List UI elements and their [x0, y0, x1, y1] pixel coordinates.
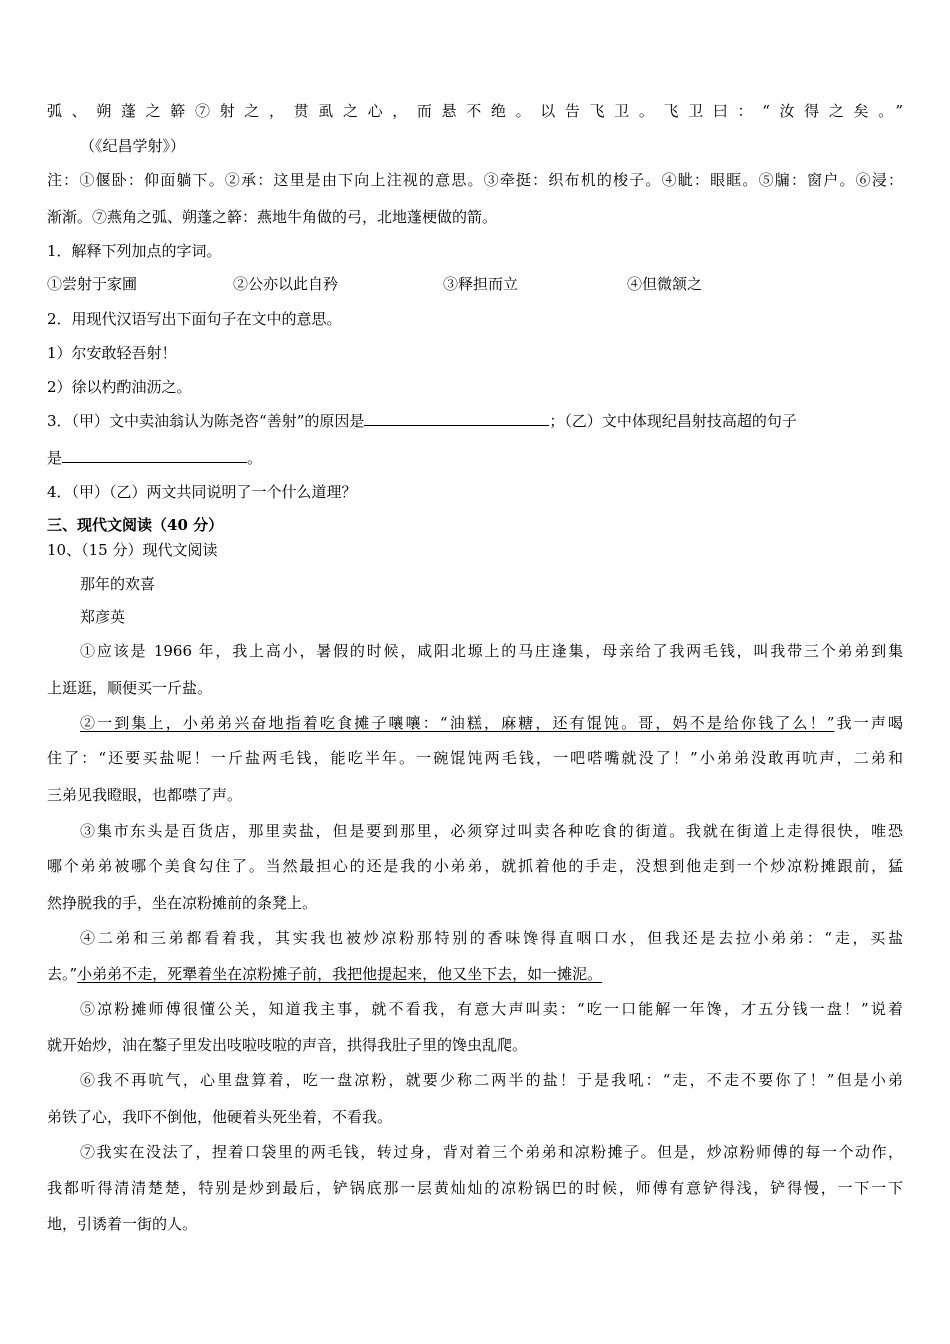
question-3-line-2: [47, 447, 262, 468]
section-heading: 三、现代文阅读（40 分）: [47, 516, 224, 534]
q1-item-3: ③释担而立: [443, 275, 519, 293]
paragraph-5-line-1: ⑤凉粉摊师傅很懂公关，知道我主事，就不看我，有意大声叫卖：“吃一口能解一年馋，才五分钱一盘！”说着: [80, 1000, 903, 1018]
p4-lead: 去。”: [47, 965, 78, 983]
paragraph-1-line-1: ①应该是 1966 年，我上高小，暑假的时候，咸阳北塬上的马庄逢集，母亲给了我两毛钱，叫我带三个弟弟到集: [80, 642, 903, 660]
annotation-line-1: 注：①偃卧：仰面躺下。②承：这里是由下向上注视的意思。③牵挺：织布机的梭子。④眦：眼眶。⑤牖：窗户。⑥浸：: [47, 171, 903, 189]
article-author: 郑彦英: [80, 608, 126, 626]
p2-rest: 我一声喝: [834, 714, 903, 732]
paragraph-7-line-2: 我都听得清清楚楚，特别是炒到最后，铲锅底那一层黄灿灿的凉粉锅巴的时候，师傅有意铲得浅，铲得慢，一下一下: [47, 1179, 903, 1197]
question-4: 4．（甲）（乙）两文共同说明了一个什么道理？: [47, 483, 357, 501]
q1-item-1: ①尝射于家圃: [47, 275, 138, 293]
paragraph-7-line-3: 地，引诱着一街的人。: [47, 1215, 198, 1233]
paragraph-2-line-1: [80, 713, 903, 733]
paragraph-6-line-2: 弟铁了心，我吓不倒他，他硬着头死坐着，不看我。: [47, 1108, 393, 1126]
paragraph-4-line-2: [47, 964, 602, 984]
annotation-line-2: 渐渐。⑦燕角之弧、朔蓬之簳：燕地牛角做的弓，北地蓬梗做的箭。: [47, 208, 498, 226]
article-title: 那年的欢喜: [80, 575, 156, 593]
question-10: 10、（15 分）现代文阅读: [47, 541, 218, 559]
question-2: 2．用现代汉语写出下面句子在文中的意思。: [47, 310, 342, 328]
question-2-sentence-1: 1）尔安敢轻吾射！: [47, 344, 177, 362]
q1-item-4: ④但微颔之: [627, 275, 703, 293]
paragraph-7-line-1: ⑦我实在没法了，捏着口袋里的两毛钱，转过身，背对着三个弟弟和凉粉摊子。但是，炒凉粉师傅的每一个动作，: [80, 1143, 903, 1161]
paragraph-5-line-2: 就开始炒，油在鏊子里发出吱啦吱啦的声音，拱得我肚子里的馋虫乱爬。: [47, 1036, 528, 1054]
q3-text-b: ；（乙）文中体现纪昌射技高超的句子: [549, 412, 797, 430]
question-2-sentence-2: 2）徐以杓酌油沥之。: [47, 378, 192, 396]
classical-text-line: 弧、朔蓬之簳⑦射之，贯虱之心，而悬不绝。以告飞卫。飞卫曰：“汝得之矣。”: [47, 102, 903, 120]
q3-text-c: 是: [47, 449, 63, 467]
paragraph-1-line-2: 上逛逛，顺便买一斤盐。: [47, 679, 213, 697]
answer-blank-1[interactable]: [364, 410, 549, 426]
source-citation: （《纪昌学射》）: [80, 137, 186, 155]
paragraph-4-line-1: ④二弟和三弟都看着我，其实我也被炒凉粉那特别的香味馋得直咽口水，但我还是去拉小弟弟：“走，买盐: [80, 929, 903, 947]
answer-blank-2[interactable]: [62, 447, 247, 463]
paragraph-3-line-3: 然挣脱我的手，坐在凉粉摊前的条凳上。: [47, 894, 318, 912]
paragraph-6-line-1: ⑥我不再吭气，心里盘算着，吃一盘凉粉，就要少称二两半的盐！于是我吼：“走，不走不要你了！”但是小弟: [80, 1071, 903, 1089]
q3-text-a: 3．（甲）文中卖油翁认为陈尧咨“善射”的原因是: [47, 412, 365, 430]
paragraph-2-line-3: 三弟见我瞪眼，也都噤了声。: [47, 786, 243, 804]
paragraph-3-line-1: ③集市东头是百货店，那里卖盐，但是要到那里，必须穿过叫卖各种吃食的街道。我就在街道上走得很快，唯恐: [80, 822, 903, 840]
q3-text-end: 。: [247, 449, 263, 467]
underlined-sentence-1: ②一到集上，小弟弟兴奋地指着吃食摊子嚷嚷：“油糕，麻糖，还有馄饨。哥，妈不是给你钱了么！”: [80, 714, 835, 732]
underlined-sentence-2: 小弟弟不走，死犟着坐在凉粉摊子前，我把他提起来，他又坐下去，如一摊泥。: [77, 965, 603, 983]
question-1-items: [47, 274, 903, 294]
paragraph-3-line-2: 哪个弟弟被哪个美食勾住了。当然最担心的还是我的小弟弟，就抓着他的手走，没想到他走到一个炒凉粉摊跟前，猛: [47, 857, 903, 875]
question-3-line-1: [47, 410, 797, 431]
question-1: 1．解释下列加点的字词。: [47, 242, 222, 260]
paragraph-2-line-2: 住了：“还要买盐呢！一斤盐两毛钱，能吃半年。一碗馄饨两毛钱，一吧嗒嘴就没了！”小弟弟没敢再吭声，二弟和: [47, 749, 903, 767]
q1-item-2: ②公亦以此自矜: [233, 275, 339, 293]
